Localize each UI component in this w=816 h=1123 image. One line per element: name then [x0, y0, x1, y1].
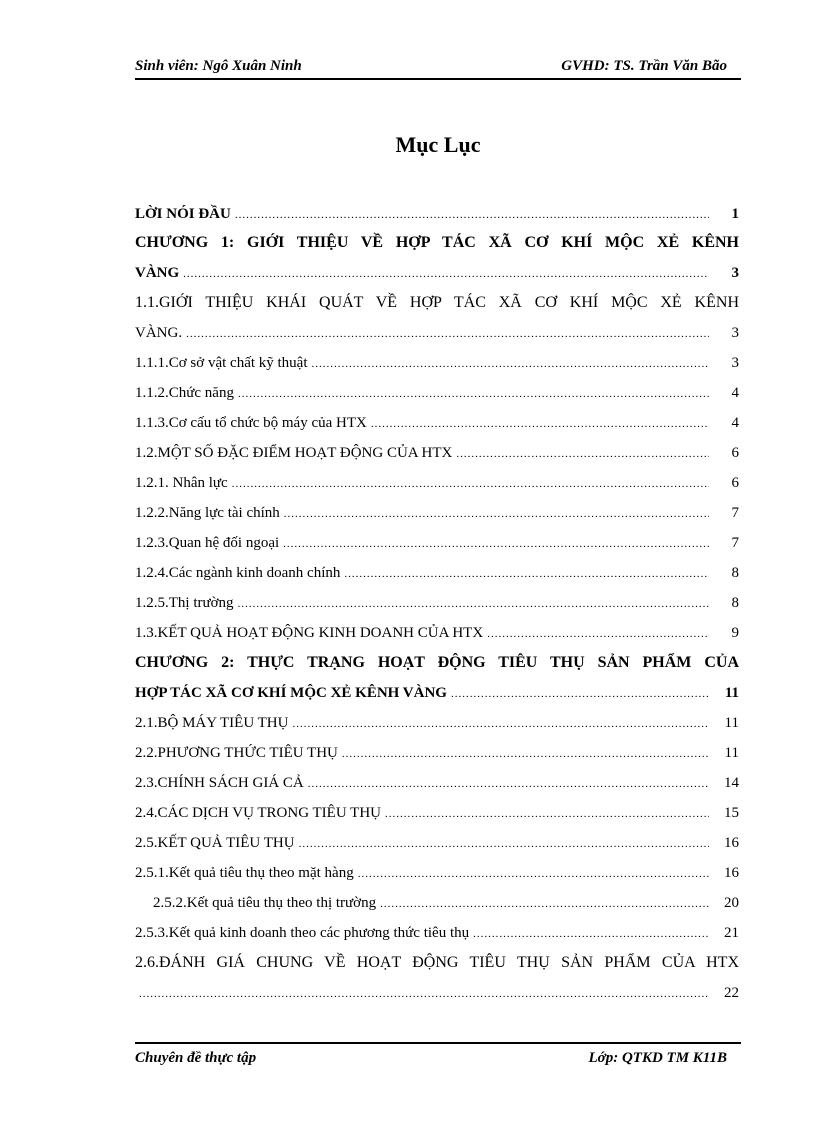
toc-entry-s12[interactable]: [135, 442, 739, 464]
toc-leader: [483, 622, 709, 645]
toc-leader: [338, 742, 709, 765]
toc-label: 2.1.BỘ MÁY TIÊU THỤ: [135, 715, 289, 731]
toc-label: 2.4.CÁC DỊCH VỤ TRONG TIÊU THỤ: [135, 805, 381, 821]
toc-leader: [279, 532, 709, 555]
toc-page: 3: [731, 325, 739, 341]
toc-page: 8: [731, 595, 739, 611]
toc-label: 1.1.1.Cơ sở vật chất kỹ thuật: [135, 355, 308, 371]
toc-page: 4: [731, 415, 739, 431]
toc-page: 8: [731, 565, 739, 581]
toc-entry-s22[interactable]: [135, 742, 739, 764]
toc-entry-s121[interactable]: [135, 472, 739, 494]
toc-page: 6: [731, 445, 739, 461]
toc-entry-s122[interactable]: [135, 502, 739, 524]
toc-leader: [367, 412, 709, 435]
toc-leader: [234, 592, 709, 615]
class-name: Lớp: QTKD TM K11B: [588, 1050, 727, 1066]
toc-entry-ch2[interactable]: [135, 682, 739, 704]
toc-leader: [295, 832, 709, 855]
toc-label: 2.5.2.Kết quả tiêu thụ theo thị trường: [153, 895, 377, 911]
toc-entry-s251[interactable]: [135, 862, 739, 884]
toc-entry-s112[interactable]: [135, 382, 739, 404]
toc-label: 1.1.3.Cơ cấu tổ chức bộ máy của HTX: [135, 415, 367, 431]
toc-label: 2.5.3.Kết quả kinh doanh theo các phương thức tiêu thụ: [135, 925, 470, 941]
toc-page: 11: [724, 685, 739, 701]
toc-leader: [308, 352, 709, 375]
toc-page: 7: [731, 535, 739, 551]
toc-entry-s125[interactable]: [135, 592, 739, 614]
toc-page: 16: [724, 865, 739, 881]
toc-label: VÀNG.: [135, 325, 183, 341]
toc-label: LỜI NÓI ĐẦU: [135, 206, 231, 222]
toc-entry-s13[interactable]: [135, 622, 739, 644]
toc-label: 2.3.CHÍNH SÁCH GIÁ CẢ: [135, 775, 304, 791]
toc-leader: [447, 682, 709, 705]
toc-leader: [280, 502, 709, 525]
toc-label: 1.2.MỘT SỐ ĐẶC ĐIỂM HOẠT ĐỘNG CỦA HTX: [135, 445, 453, 461]
toc-leader: [234, 382, 709, 405]
toc-entry-s21[interactable]: [135, 712, 739, 734]
toc-leader: [376, 892, 709, 915]
toc-leader: [469, 922, 709, 945]
toc-leader: [452, 442, 709, 465]
toc-entry-ch2-line1[interactable]: CHƯƠNG 2: THỰC TRẠNG HOẠT ĐỘNG TIÊU THỤ SẢN PHẨM CỦA: [135, 654, 739, 671]
toc-label: 1.2.5.Thị trường: [135, 595, 234, 611]
toc-entry-ch1[interactable]: [135, 262, 739, 284]
toc-page: 1: [731, 206, 739, 222]
toc-leader: [231, 203, 709, 226]
toc-entry-intro[interactable]: [135, 203, 739, 225]
toc-label: 1.2.4.Các ngành kinh doanh chính: [135, 565, 341, 581]
toc-label: 1.2.1. Nhân lực: [135, 475, 228, 491]
toc-label: 2.5.KẾT QUẢ TIÊU THỤ: [135, 835, 295, 851]
toc-leader: [179, 262, 709, 285]
toc-entry-s26-line1[interactable]: 2.6.ĐÁNH GIÁ CHUNG VỀ HOẠT ĐỘNG TIÊU THỤ SẢN PHẨM CỦA HTX: [135, 954, 739, 971]
toc-entry-s24[interactable]: [135, 802, 739, 824]
toc-entry-ch1-line1[interactable]: CHƯƠNG 1: GIỚI THIỆU VỀ HỢP TÁC XÃ CƠ KHÍ MỘC XẺ KÊNH: [135, 234, 739, 251]
toc-leader: [135, 982, 709, 1005]
toc-page: 7: [731, 505, 739, 521]
toc-entry-s253[interactable]: [135, 922, 739, 944]
toc-label: 1.1.2.Chức năng: [135, 385, 234, 401]
toc-page: 3: [731, 355, 739, 371]
toc-label: 1.3.KẾT QUẢ HOẠT ĐỘNG KINH DOANH CỦA HTX: [135, 625, 484, 641]
toc-page: 20: [724, 895, 739, 911]
toc-entry-s26[interactable]: [135, 982, 739, 1004]
toc-page: 14: [724, 775, 739, 791]
toc-label: 1.2.3.Quan hệ đối ngoại: [135, 535, 280, 551]
page-title: Mục Lục: [395, 132, 481, 157]
toc-label: HỢP TÁC XÃ CƠ KHÍ MỘC XẺ KÊNH VÀNG: [135, 685, 447, 701]
toc-entry-s252[interactable]: [153, 892, 739, 914]
toc-page: 11: [724, 715, 739, 731]
toc-page: 21: [724, 925, 739, 941]
toc-page: 15: [724, 805, 739, 821]
toc-page: 16: [724, 835, 739, 851]
toc-label: 2.2.PHƯƠNG THỨC TIÊU THỤ: [135, 745, 338, 761]
toc-entry-s25[interactable]: [135, 832, 739, 854]
toc-page: 22: [724, 985, 739, 1001]
toc-page: 11: [724, 745, 739, 761]
toc-leader: [288, 712, 709, 735]
toc-label: 1.2.2.Năng lực tài chính: [135, 505, 280, 521]
toc-entry-s113[interactable]: [135, 412, 739, 434]
report-type: Chuyên đề thực tập: [135, 1050, 257, 1066]
toc-entry-s11[interactable]: [135, 322, 739, 344]
page-header: [135, 58, 741, 80]
toc-label: VÀNG: [135, 265, 180, 281]
student-name: Sinh viên: Ngô Xuân Ninh: [135, 58, 302, 74]
toc-leader: [340, 562, 709, 585]
toc-page: 6: [731, 475, 739, 491]
toc-page: 4: [731, 385, 739, 401]
toc-label: 2.5.1.Kết quả tiêu thụ theo mặt hàng: [135, 865, 354, 881]
toc-entry-s11-line1[interactable]: 1.1.GIỚI THIỆU KHÁI QUÁT VỀ HỢP TÁC XÃ CƠ KHÍ MỘC XẺ KÊNH: [135, 294, 739, 311]
toc-leader: [182, 322, 709, 345]
toc-leader: [381, 802, 709, 825]
toc-entry-s23[interactable]: [135, 772, 739, 794]
toc-leader: [354, 862, 709, 885]
toc-leader: [228, 472, 709, 495]
toc-entry-s111[interactable]: [135, 352, 739, 374]
toc-entry-s123[interactable]: [135, 532, 739, 554]
page-footer: [135, 1042, 741, 1066]
toc-leader: [304, 772, 709, 795]
toc-entry-s124[interactable]: [135, 562, 739, 584]
supervisor-name: GVHD: TS. Trần Văn Bão: [561, 58, 727, 74]
toc-page: 3: [731, 265, 739, 281]
toc-page: 9: [731, 625, 739, 641]
